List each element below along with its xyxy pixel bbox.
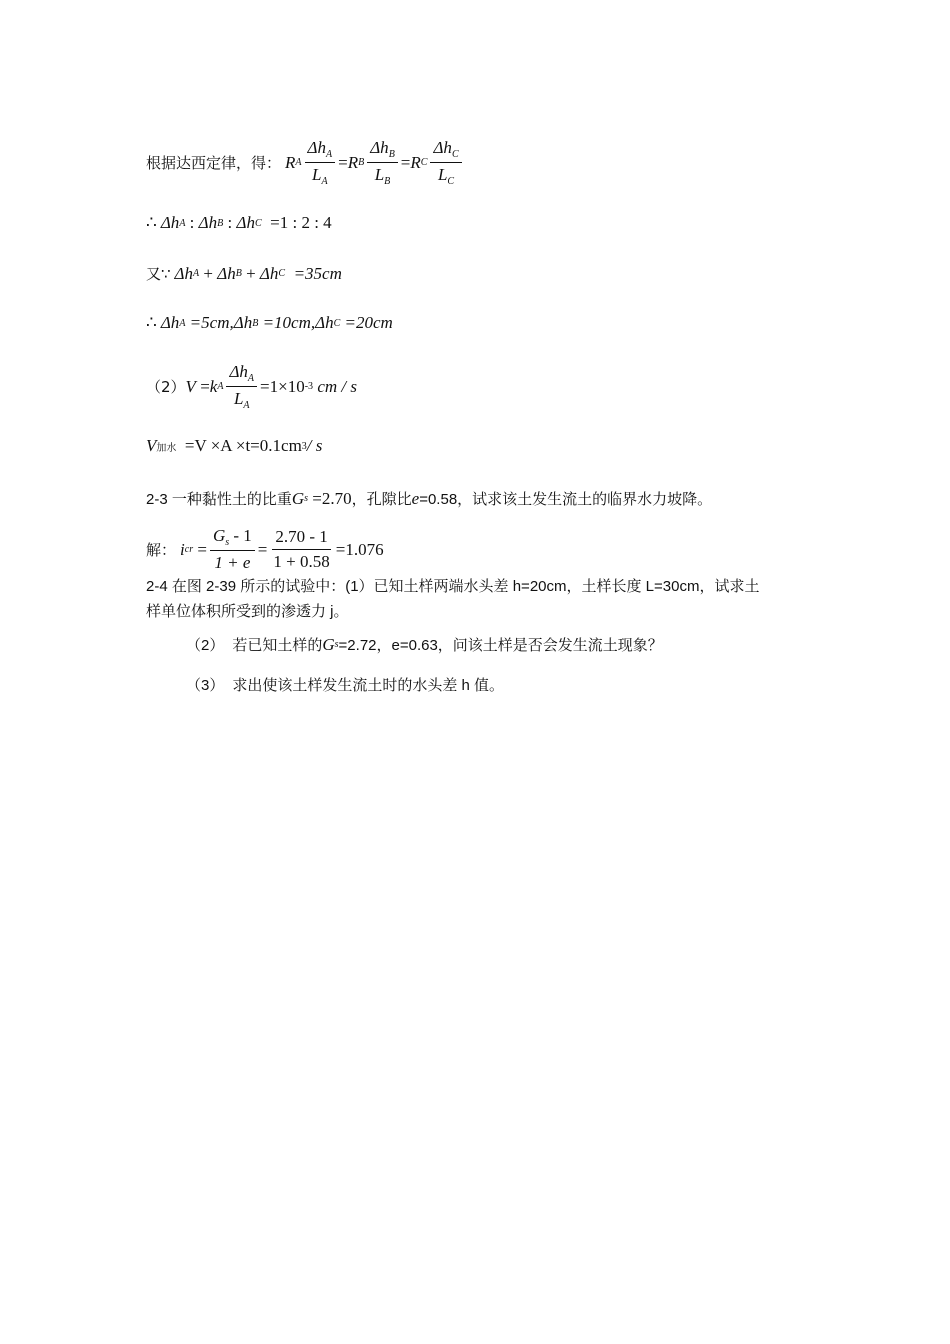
fraction-b: $\frac{\Delta h_B}{L_B}$ xyxy=(367,138,398,187)
velocity-line: （2） V = k A $\frac{\Delta h_A}{L_A}$ =1×10 -3 cm / s xyxy=(146,362,357,411)
darcy-equation-line: 根据达西定律，得： R A $\frac{\Delta h_A}{L_A}$ = R B $\frac{\Delta h_B}{L_B}$ = R C $\frac{\Delta h_C}{L_C}$ xyxy=(146,138,465,187)
sum-line: 又∵ Δh A + Δh B + Δh C =35cm xyxy=(146,263,342,283)
fraction-c: $\frac{\Delta h_C}{L_C}$ xyxy=(430,138,461,187)
question-2-3: 2-3 一种黏性土的比重 G s =2.70 ，孔隙比 e =0.58，试求该土发生流土的临界水力坡降。 xyxy=(146,488,713,508)
ratio-line: ∴ Δh A : Δh B : Δh C =1 : 2 : 4 xyxy=(146,213,332,232)
solution-2-3: 解： i cr = $\frac{G_s - 1}{1 + e}$ = $\frac{2.70 - 1}{1 + 0.58}$ =1.076 xyxy=(146,526,384,572)
result-line: ∴ Δh A =5cm, Δh B =10cm, Δh C =20cm xyxy=(146,313,393,332)
darcy-intro-text: 根据达西定律，得： xyxy=(146,154,282,172)
fraction-gs: $\frac{G_s - 1}{1 + e}$ xyxy=(210,526,255,573)
volume-line: V 加水 =V ×A ×t=0.1cm 3 / s xyxy=(146,436,323,455)
question-2-4-line1: 2-4 在图 2-39 所示的试验中：(1）已知土样两端水头差 h=20cm，土样长度 L=30cm，试求土 xyxy=(146,578,760,595)
question-2-4-part2: （2） 若已知土样的 G s =2.72，e=0.63，问该土样是否会发生流土现象？ xyxy=(186,634,663,654)
fraction-a: $\frac{\Delta h_A}{L_A}$ xyxy=(305,138,336,187)
fraction-values: $\frac{2.70 - 1}{1 + 0.58}$ xyxy=(273,527,330,571)
question-2-4-part3: （3） 求出使该土样发生流土时的水头差 h 值。 xyxy=(186,677,505,694)
fraction-hA-LA: $\frac{\Delta h_A}{L_A}$ xyxy=(226,362,257,411)
question-2-4-line2: 样单位体积所受到的渗透力 j。 xyxy=(146,603,349,620)
